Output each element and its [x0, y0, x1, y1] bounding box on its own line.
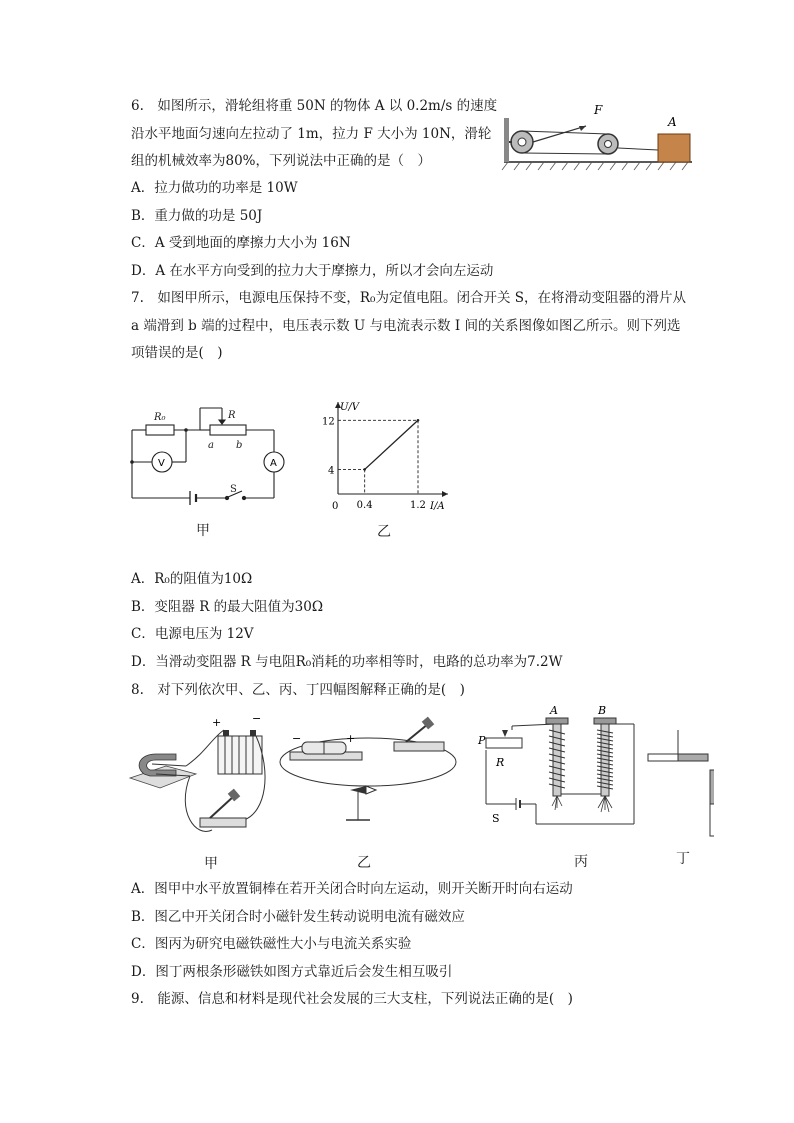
q7-stem-line3: 项错误的是( ) — [131, 345, 223, 361]
pulley-figure — [500, 100, 696, 172]
data-point — [363, 468, 366, 471]
object-label: A — [668, 115, 677, 129]
q6-stem-line1: 6. 如图所示，滑轮组将重 50N 的物体 A 以 0.2m/s 的速度 — [131, 98, 498, 114]
caption-q8-jia: 甲 — [204, 856, 218, 872]
caption-yi: 乙 — [377, 524, 391, 540]
circuit-diagram — [126, 396, 296, 512]
origin-label: 0 — [332, 501, 339, 512]
battery-minus-label: − — [252, 712, 262, 725]
q8-option-d: D．图丁两根条形磁铁如图方式靠近后会发生相互吸引 — [131, 964, 453, 980]
figure-bing-electromagnet — [476, 700, 646, 840]
q7-stem-line2: a 端滑到 b 端的过程中，电压表示数 U 与电流表示数 I 间的关系图像如图乙所示。则下列选 — [131, 318, 681, 334]
q8-stem: 8. 对下列依次甲、乙、丙、丁四幅图解释正确的是( ) — [131, 682, 465, 698]
q7-stem-line1: 7. 如图甲所示，电源电压保持不变，R₀为定值电阻。闭合开关 S，在将滑动变阻器的滑片从 — [131, 290, 686, 306]
q8-option-b: B．图乙中开关闭合时小磁针发生转动说明电流有磁效应 — [131, 909, 465, 925]
ammeter-label: A — [270, 458, 277, 469]
q8-option-a: A．图甲中水平放置铜棒在若开关闭合时向左运动，则开关断开时向右运动 — [131, 881, 573, 897]
r0-label: R₀ — [154, 412, 166, 423]
electromagnet-a-label: A — [550, 704, 558, 717]
a-end-label: a — [208, 440, 214, 451]
battery-plus-label: + — [212, 716, 222, 729]
x-axis-label: I/A — [430, 501, 445, 512]
q7-option-b: B．变阻器 R 的最大阻值为30Ω — [131, 599, 324, 615]
caption-q8-ding: 丁 — [676, 851, 690, 867]
figure-ding-bar-magnets — [644, 728, 714, 840]
figure-jia-magnet-experiment — [126, 712, 276, 842]
q6-stem-line3: 组的机械效率为80%，下列说法中正确的是（ ） — [131, 153, 432, 169]
q6-option-a: A．拉力做功的功率是 10W — [131, 180, 298, 196]
rheostat-r-label: R — [496, 756, 505, 769]
ui-graph — [318, 396, 454, 514]
caption-q8-yi: 乙 — [357, 855, 371, 871]
y-tick-label: 12 — [322, 416, 335, 428]
q7-option-d: D．当滑动变阻器 R 与电阻R₀消耗的功率相等时，电路的总功率为7.2W — [131, 654, 563, 670]
battery2-plus-label: + — [346, 732, 356, 745]
force-label: F — [594, 103, 603, 117]
rheostat-p-label: P — [478, 734, 486, 747]
q8-option-c: C．图丙为研究电磁铁磁性大小与电流关系实验 — [131, 936, 412, 952]
y-tick-label: 4 — [328, 465, 335, 477]
b-end-label: b — [236, 440, 243, 451]
switch-s-label: S — [492, 812, 500, 825]
caption-jia: 甲 — [196, 523, 210, 539]
battery2-minus-label: − — [292, 732, 302, 745]
r-label: R — [228, 410, 236, 421]
q6-stem-line2: 沿水平地面匀速向左拉动了 1m，拉力 F 大小为 10N，滑轮 — [131, 126, 492, 142]
data-line — [365, 420, 418, 469]
caption-q8-bing: 丙 — [574, 854, 588, 870]
q9-stem: 9. 能源、信息和材料是现代社会发展的三大支柱，下列说法正确的是( ) — [131, 991, 573, 1007]
switch-label: S — [230, 484, 237, 495]
y-axis-label: U/V — [340, 402, 360, 413]
q6-option-b: B．重力做的功是 50J — [131, 208, 263, 224]
x-tick-label: 0.4 — [356, 500, 373, 511]
voltmeter-label: V — [158, 458, 165, 469]
q6-option-c: C．A 受到地面的摩擦力大小为 16N — [131, 235, 351, 251]
q7-option-c: C．电源电压为 12V — [131, 626, 254, 642]
q7-option-a: A．R₀的阻值为10Ω — [131, 571, 253, 587]
figure-yi-oersted — [272, 712, 468, 832]
electromagnet-b-label: B — [598, 704, 607, 717]
q6-option-d: D．A 在水平方向受到的拉力大于摩擦力，所以才会向左运动 — [131, 263, 494, 279]
data-point — [417, 419, 420, 422]
x-tick-label: 1.2 — [410, 500, 426, 511]
